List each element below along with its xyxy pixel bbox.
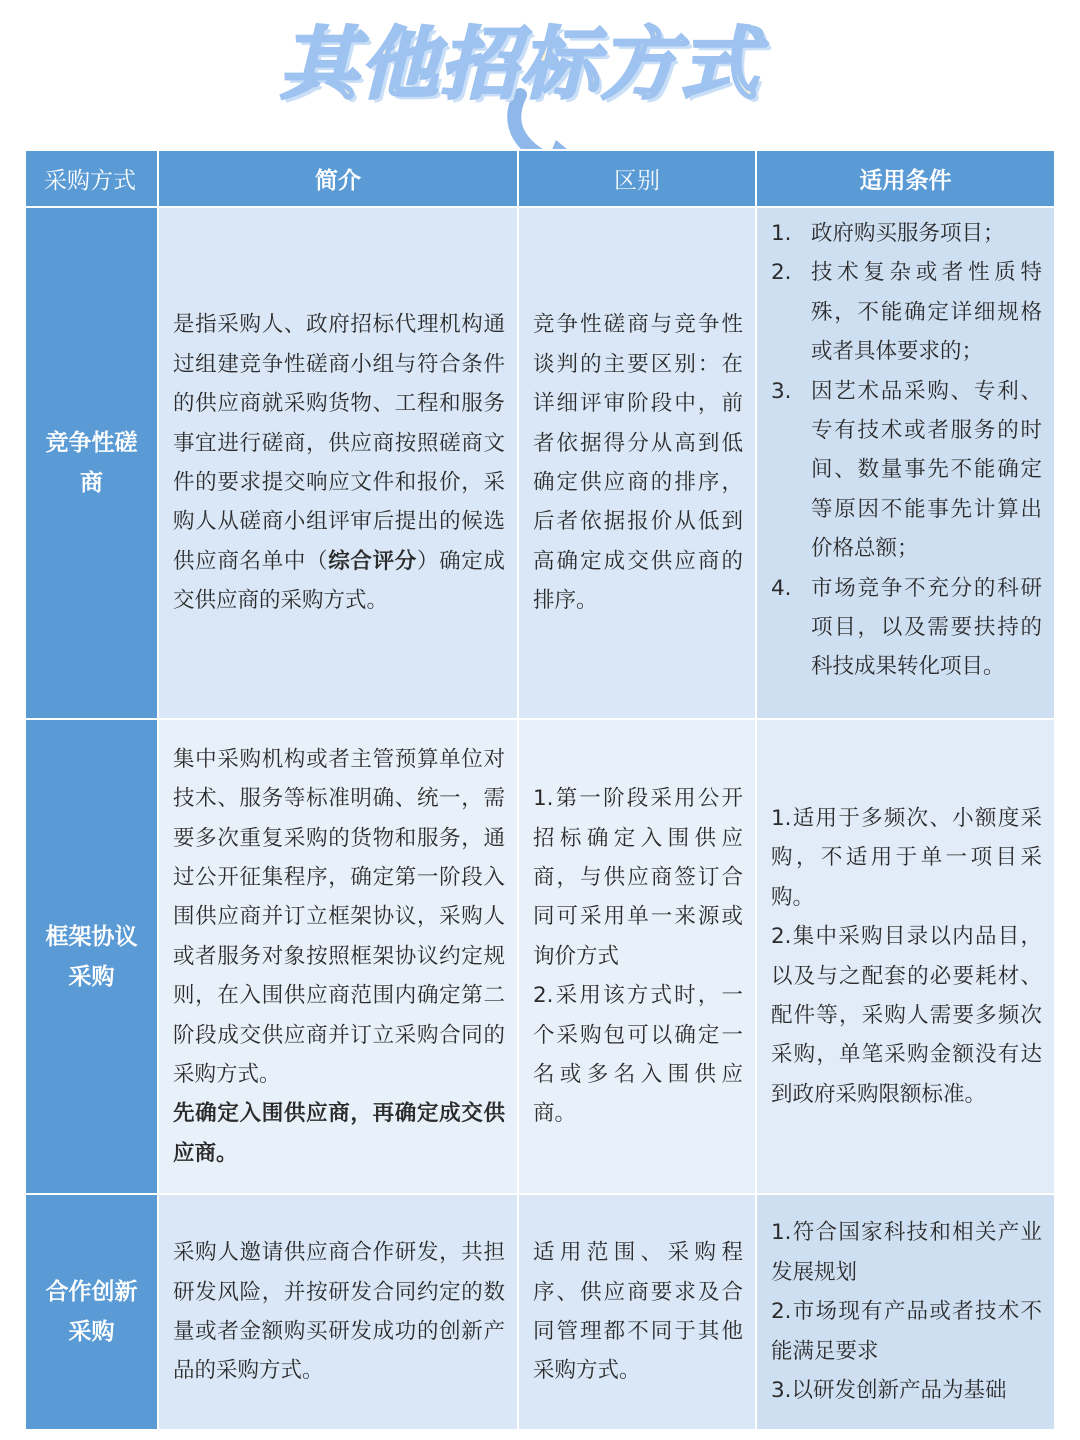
list-item-number: 2. — [771, 260, 792, 286]
difference-cell — [518, 207, 756, 719]
difference-cell — [518, 719, 756, 1194]
table-row — [25, 207, 1055, 719]
conditions-list — [771, 214, 1042, 687]
intro-cell — [158, 719, 518, 1194]
conditions-text-2: 2.市场现有产品或者技术不能满足要求 — [771, 1299, 1042, 1364]
intro-bold-text: 综合评分 — [328, 548, 417, 574]
list-item-number: 4. — [771, 575, 792, 601]
intro-cell — [158, 207, 518, 719]
difference-text: 适用范围、采购程序、供应商要求及合同管理都不同于其他采购方式。 — [533, 1240, 743, 1384]
table-row — [25, 719, 1055, 1194]
list-item — [771, 372, 1042, 569]
list-item-text: 因艺术品采购、专利、专有技术或者服务的时间、数量事先不能确定等原因不能事先计算出价格总额； — [811, 378, 1042, 562]
table-header-row — [25, 150, 1055, 207]
conditions-text-2: 2.集中采购目录以内品目，以及与之配套的必要耗材、配件等，采购人需要多频次采购，单笔采购金额没有达到政府采购限额标准。 — [771, 924, 1042, 1107]
header-conditions: 适用条件 — [756, 150, 1055, 207]
intro-text: 是指采购人、政府招标代理机构通过组建竞争性磋商小组与符合条件的供应商就采购货物、工程和服务事宜进行磋商，供应商按照磋商文件的要求提交响应文件和报价，采购人从磋商小组评审后提出的候选供应商名单中（ — [173, 312, 505, 574]
intro-bold-text: 先确定入围供应商，再确定成交供应商。 — [173, 1101, 505, 1166]
intro-text: 采购人邀请供应商合作研发，共担研发风险，并按研发合同约定的数量或者金额购买研发成功的创新产品的采购方式。 — [173, 1240, 505, 1384]
difference-text-2: 2.采用该方式时，一个采购包可以确定一名或多名入围供应商。 — [533, 983, 743, 1127]
difference-text: 竞争性磋商与竞争性谈判的主要区别：在详细评审阶段中，前者依据得分从高到低确定供应商的排序，后者依据报价从低到高确定成交供应商的排序。 — [533, 312, 743, 614]
list-item-text: 技术复杂或者性质特殊，不能确定详细规格或者具体要求的； — [811, 260, 1042, 365]
intro-tail-text: ）确定成交供应商的采购方式。 — [173, 548, 505, 614]
difference-text-1: 1.第一阶段采用公开招标确定入围供应商，与供应商签订合同可采用单一来源或询价方式 — [533, 786, 743, 969]
list-item — [771, 214, 1042, 253]
header-intro: 简介 — [158, 150, 518, 207]
intro-text: 集中采购机构或者主管预算单位对技术、服务等标准明确、统一，需要多次重复采购的货物和服务，通过公开征集程序，确定第一阶段入围供应商并订立框架协议，采购人或者服务对象按照框架协议约定规则，在入围供应商范围内确定第二阶段成交供应商并订立采购合同的采购方式。 — [173, 746, 505, 1088]
list-item-number: 1. — [771, 221, 792, 246]
procurement-methods-table — [24, 149, 1056, 1431]
intro-cell — [158, 1194, 518, 1430]
conditions-text-3: 3.以研发创新产品为基础 — [771, 1378, 1007, 1404]
conditions-cell — [756, 719, 1055, 1194]
conditions-cell — [756, 207, 1055, 719]
row-method-cooperative-innovation: 合作创新采购 — [25, 1194, 158, 1430]
page-title: 其他招标方式 — [279, 20, 760, 110]
table-row — [25, 1194, 1055, 1430]
header-difference: 区别 — [518, 150, 756, 207]
list-item — [771, 253, 1042, 371]
difference-cell — [518, 1194, 756, 1430]
list-item — [771, 569, 1042, 687]
list-item-text: 市场竞争不充分的科研项目，以及需要扶持的科技成果转化项目。 — [811, 575, 1042, 680]
row-method-framework-agreement: 框架协议采购 — [25, 719, 158, 1194]
conditions-text-1: 1.符合国家科技和相关产业发展规划 — [771, 1220, 1042, 1285]
list-item-number: 3. — [771, 378, 792, 404]
list-item-text: 政府购买服务项目； — [811, 221, 1005, 246]
row-method-competitive-consultation: 竞争性磋商 — [25, 207, 158, 719]
header-method: 采购方式 — [25, 150, 158, 207]
title-banner — [0, 0, 1080, 150]
conditions-cell — [756, 1194, 1055, 1430]
conditions-text-1: 1.适用于多频次、小额度采购，不适用于单一项目采购。 — [771, 805, 1042, 910]
